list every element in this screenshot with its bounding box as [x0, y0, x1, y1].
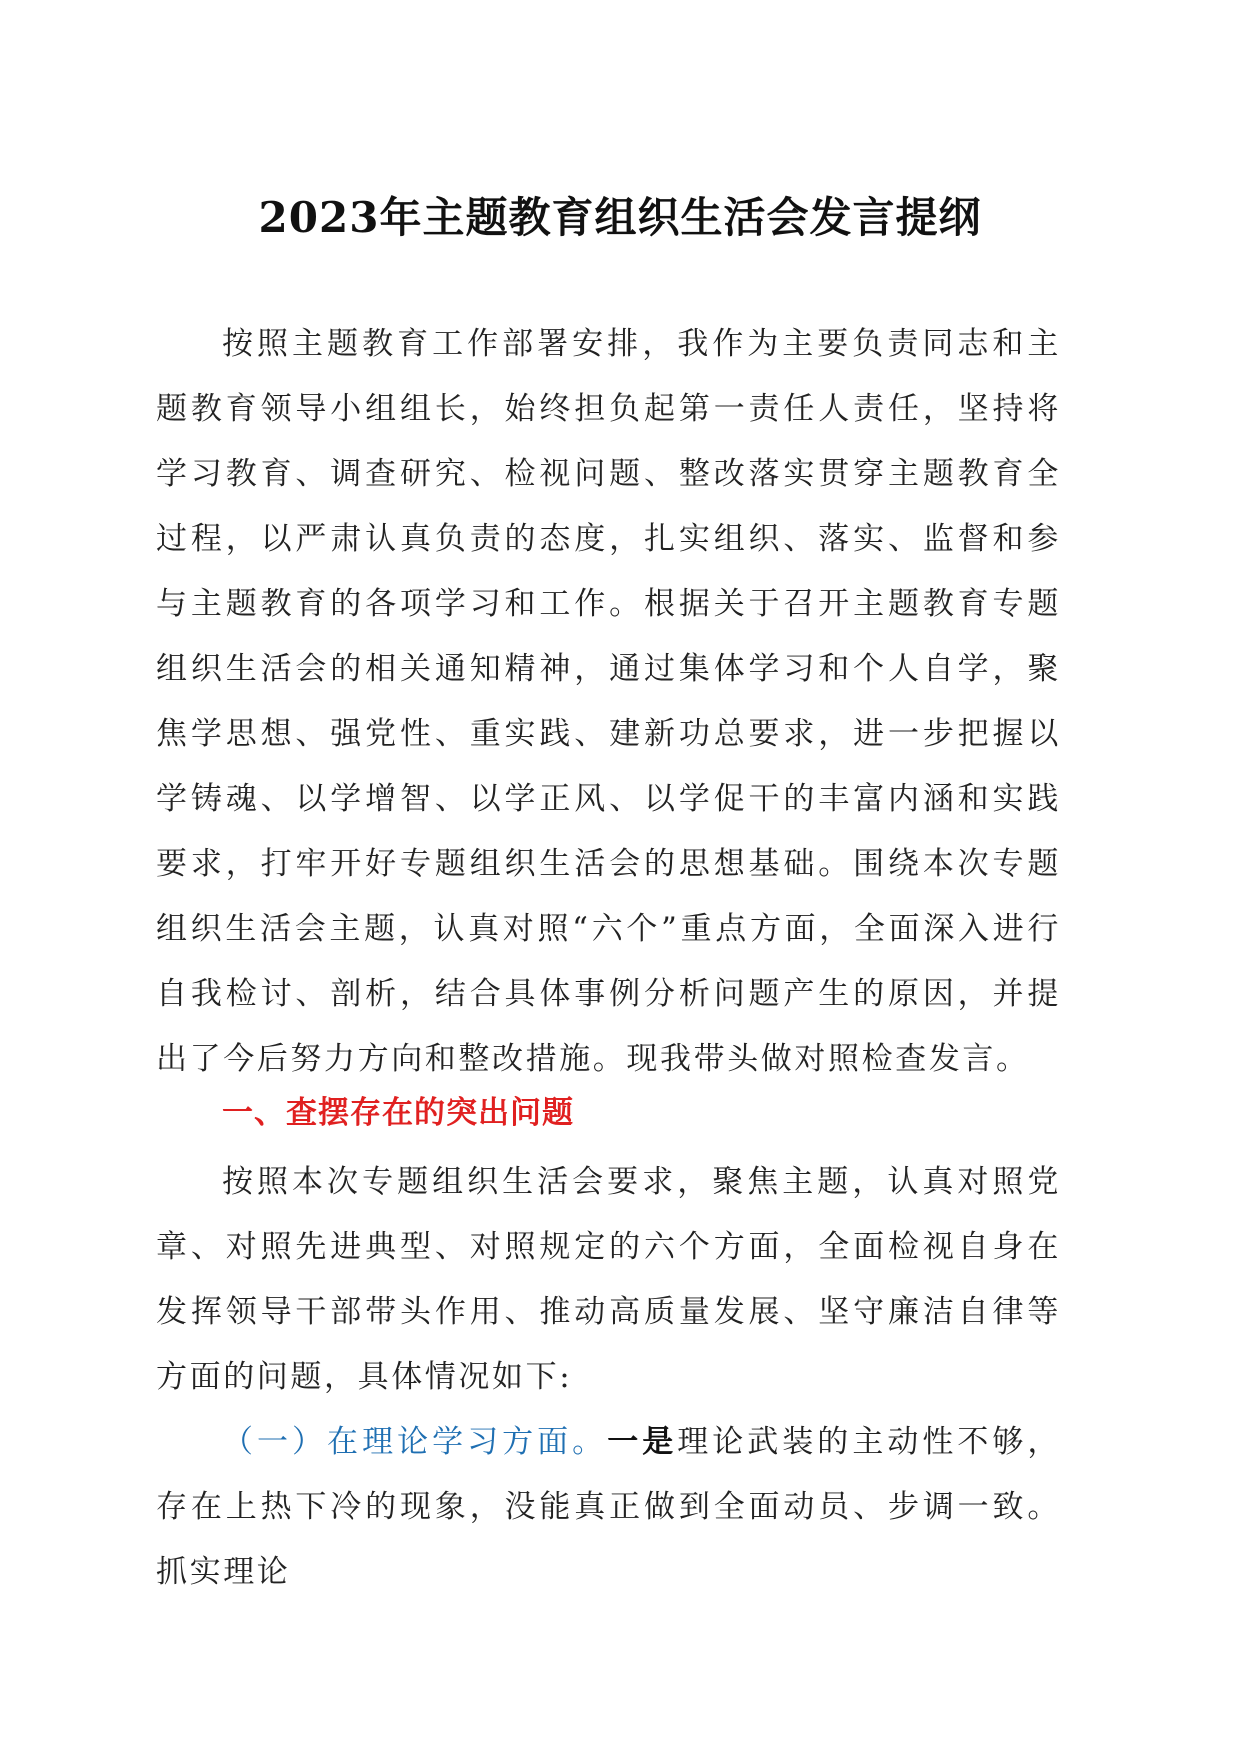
intro-paragraph: 按照主题教育工作部署安排，我作为主要负责同志和主题教育领导小组组长，始终担负起第一责任人责任，坚持将学习教育、调查研究、检视问题、整改落实贯穿主题教育全过程，以严肃认真负责的态度，扎实组织、落实、监督和参与主题教育的各项学习和工作。根据关于召开主题教育专题组织生活会的相关通知精神，通过集体学习和个人自学，聚焦学思想、强党性、重实践、建新功总要求，进一步把握以学铸魂、以学增智、以学正风、以学促干的丰富内涵和实践要求，打牢开好专题组织生活会的思想基础。围绕本次专题组织生活会主题，认真对照“六个”重点方面，全面深入进行自我检讨、剖析，结合具体事例分析问题产生的原因，并提出了今后努力方向和整改措施。现我带头做对照检查发言。: [156, 326, 1061, 1077]
subsection-label: （一）在理论学习方面。: [222, 1424, 608, 1460]
document-title: 2023年主题教育组织生活会发言提纲: [258, 193, 982, 242]
section-heading-problems: 一、查摆存在的突出问题: [222, 1095, 574, 1131]
subsection-text: 理论武装的主动性不够，存在上热下冷的现象，没能真正做到全面动员、步调一致。抓实理论: [156, 1424, 1061, 1590]
emphasis-marker: 一是: [607, 1424, 678, 1460]
subsection-paragraph: [156, 1410, 1061, 1605]
section-paragraph: 按照本次专题组织生活会要求，聚焦主题，认真对照党章、对照先进典型、对照规定的六个方面，全面检视自身在发挥领导干部带头作用、推动高质量发展、坚守廉洁自律等方面的问题，具体情况如下:: [156, 1164, 1061, 1395]
